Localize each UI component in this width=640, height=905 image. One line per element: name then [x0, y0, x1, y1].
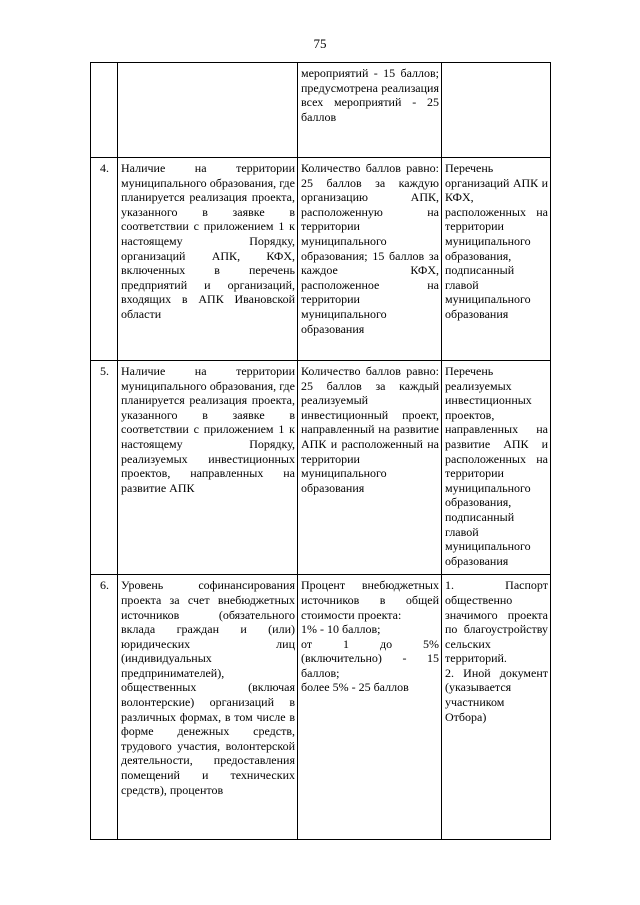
criterion-cell: [118, 63, 298, 158]
row-number: 5.: [91, 361, 118, 575]
scoring-cell: [298, 575, 442, 840]
scoring-line: более 5% - 25 баллов: [301, 680, 409, 695]
scoring-cell: Количество баллов равно: 25 баллов за каждый реализуемый инвестиционный проект, направленный на развитие АПК и расположенный на территории муниципального образования: [298, 361, 442, 575]
scoring-line: 1% - 10 баллов;: [301, 622, 381, 637]
scoring-line: от 1 до 5% (включительно) - 15 баллов;: [301, 636, 439, 680]
scoring-cell: Количество баллов равно: 25 баллов за каждую организацию АПК, расположенную на территории муниципального образования; 15 баллов за каждое КФХ, расположенное на территории муниципального образования: [298, 158, 442, 361]
criterion-cell: Наличие на территории муниципального образования, где планируется реализация проекта, указанного в заявке в соответствии с приложением 1 к настоящему Порядку, организаций АПК, КФХ, включенных в перечень предприятий и организаций, входящих в АПК Ивановской области: [118, 158, 298, 361]
document-cell: [442, 63, 551, 158]
document-cell: Перечень организаций АПК и КФХ, расположенных на территории муниципального образования, подписанный главой муниципального образования: [442, 158, 551, 361]
criteria-table: [90, 62, 551, 840]
table-row: [91, 361, 551, 575]
criterion-cell: Наличие на территории муниципального образования, где планируется реализация проекта, указанного в заявке в соответствии с приложением 1 к настоящему Порядку, реализуемых инвестиционных проектов, направленных на развитие АПК: [118, 361, 298, 575]
document-cell: Перечень реализуемых инвестиционных проектов, направленных на развитие АПК и расположенных на территории муниципального образования, подписанный главой муниципального образования: [442, 361, 551, 575]
page-number: 75: [313, 36, 327, 51]
scoring-cell: мероприятий - 15 баллов; предусмотрена реализация всех мероприятий - 25 баллов: [298, 63, 442, 158]
row-number: 4.: [91, 158, 118, 361]
document-cell: [442, 575, 551, 840]
row-number: [91, 63, 118, 158]
document-line: 2. Иной документ (указывается участником Отбора): [445, 665, 548, 724]
scoring-line: Процент внебюджетных источников в общей стоимости проекта:: [301, 578, 439, 622]
document-line: 1. Паспорт общественно значимого проекта по благоустройству сельских территорий.: [445, 578, 548, 666]
criterion-cell: Уровень софинансирования проекта за счет внебюджетных источников (обязательного вклада граждан и (или) юридических лиц (индивидуальных предпринимателей), общественных (включая волонтерские) организаций в различных формах, в том числе в форме денежных средств, трудового участия, волонтерской деятельности, предоставления помещений и технических средств), процентов: [118, 575, 298, 840]
table-row: [91, 575, 551, 840]
table-row: [91, 158, 551, 361]
row-number: 6.: [91, 575, 118, 840]
table-row: [91, 63, 551, 158]
